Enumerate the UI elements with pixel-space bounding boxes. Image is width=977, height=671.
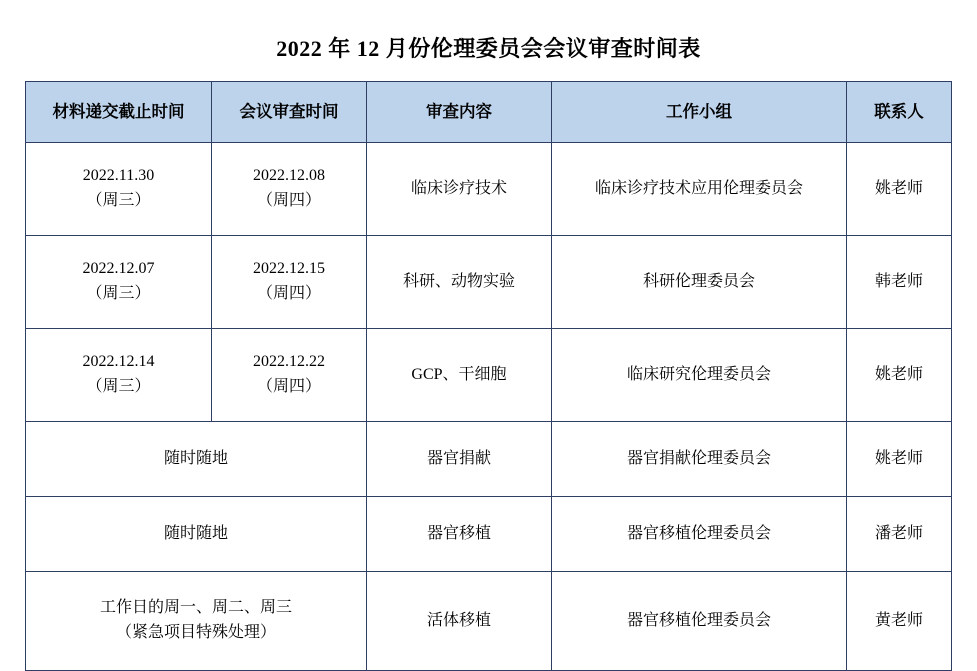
cell-meeting-time [212, 329, 367, 422]
table-row [26, 236, 952, 329]
cell-working-group: 临床诊疗技术应用伦理委员会 [552, 143, 847, 236]
cell-working-group: 科研伦理委员会 [552, 236, 847, 329]
cell-working-group: 器官移植伦理委员会 [552, 572, 847, 671]
page-title: 2022 年 12 月份伦理委员会会议审查时间表 [276, 36, 701, 61]
cell-schedule-anytime: 随时随地 [26, 497, 367, 572]
meeting-weekday: （周四） [256, 285, 321, 302]
cell-review-content: 临床诊疗技术 [367, 143, 552, 236]
column-header-deadline: 材料递交截止时间 [26, 82, 212, 143]
column-header-working-group: 工作小组 [552, 82, 847, 143]
deadline-date: 2022.12.07 [82, 260, 155, 278]
cell-working-group: 器官移植伦理委员会 [552, 497, 847, 572]
cell-review-content: 科研、动物实验 [367, 236, 552, 329]
column-header-meeting-time: 会议审查时间 [212, 82, 367, 143]
table-body [26, 143, 952, 671]
cell-review-content: GCP、干细胞 [367, 329, 552, 422]
cell-contact: 姚老师 [847, 422, 952, 497]
cell-contact: 黄老师 [847, 572, 952, 671]
cell-contact: 姚老师 [847, 143, 952, 236]
schedule-table [25, 81, 952, 671]
cell-deadline [26, 329, 212, 422]
table-header [26, 82, 952, 143]
cell-contact: 潘老师 [847, 497, 952, 572]
deadline-date: 2022.11.30 [82, 167, 155, 185]
cell-deadline [26, 143, 212, 236]
workday-schedule-line1: 工作日的周一、周二、周三 [99, 599, 292, 617]
cell-contact: 姚老师 [847, 329, 952, 422]
cell-review-content: 器官移植 [367, 497, 552, 572]
column-header-review-content: 审查内容 [367, 82, 552, 143]
table-header-row [26, 82, 952, 143]
deadline-weekday: （周三） [86, 285, 151, 302]
cell-schedule-workday [26, 572, 367, 671]
table-row [26, 329, 952, 422]
cell-working-group: 临床研究伦理委员会 [552, 329, 847, 422]
deadline-weekday: （周三） [86, 378, 151, 395]
meeting-date: 2022.12.08 [253, 167, 325, 185]
meeting-date: 2022.12.15 [253, 260, 325, 278]
deadline-date: 2022.12.14 [82, 353, 155, 371]
deadline-weekday: （周三） [86, 192, 151, 209]
cell-contact: 韩老师 [847, 236, 952, 329]
cell-review-content: 器官捐献 [367, 422, 552, 497]
cell-working-group: 器官捐献伦理委员会 [552, 422, 847, 497]
cell-meeting-time [212, 236, 367, 329]
table-row [26, 143, 952, 236]
meeting-date: 2022.12.22 [253, 353, 325, 371]
table-row [26, 422, 952, 497]
table-row [26, 497, 952, 572]
cell-review-content: 活体移植 [367, 572, 552, 671]
cell-schedule-anytime: 随时随地 [26, 422, 367, 497]
column-header-contact: 联系人 [847, 82, 952, 143]
cell-deadline [26, 236, 212, 329]
cell-meeting-time [212, 143, 367, 236]
workday-schedule-line2: （紧急项目特殊处理） [115, 624, 276, 641]
meeting-weekday: （周四） [256, 192, 321, 209]
table-row [26, 572, 952, 671]
meeting-weekday: （周四） [256, 378, 321, 395]
